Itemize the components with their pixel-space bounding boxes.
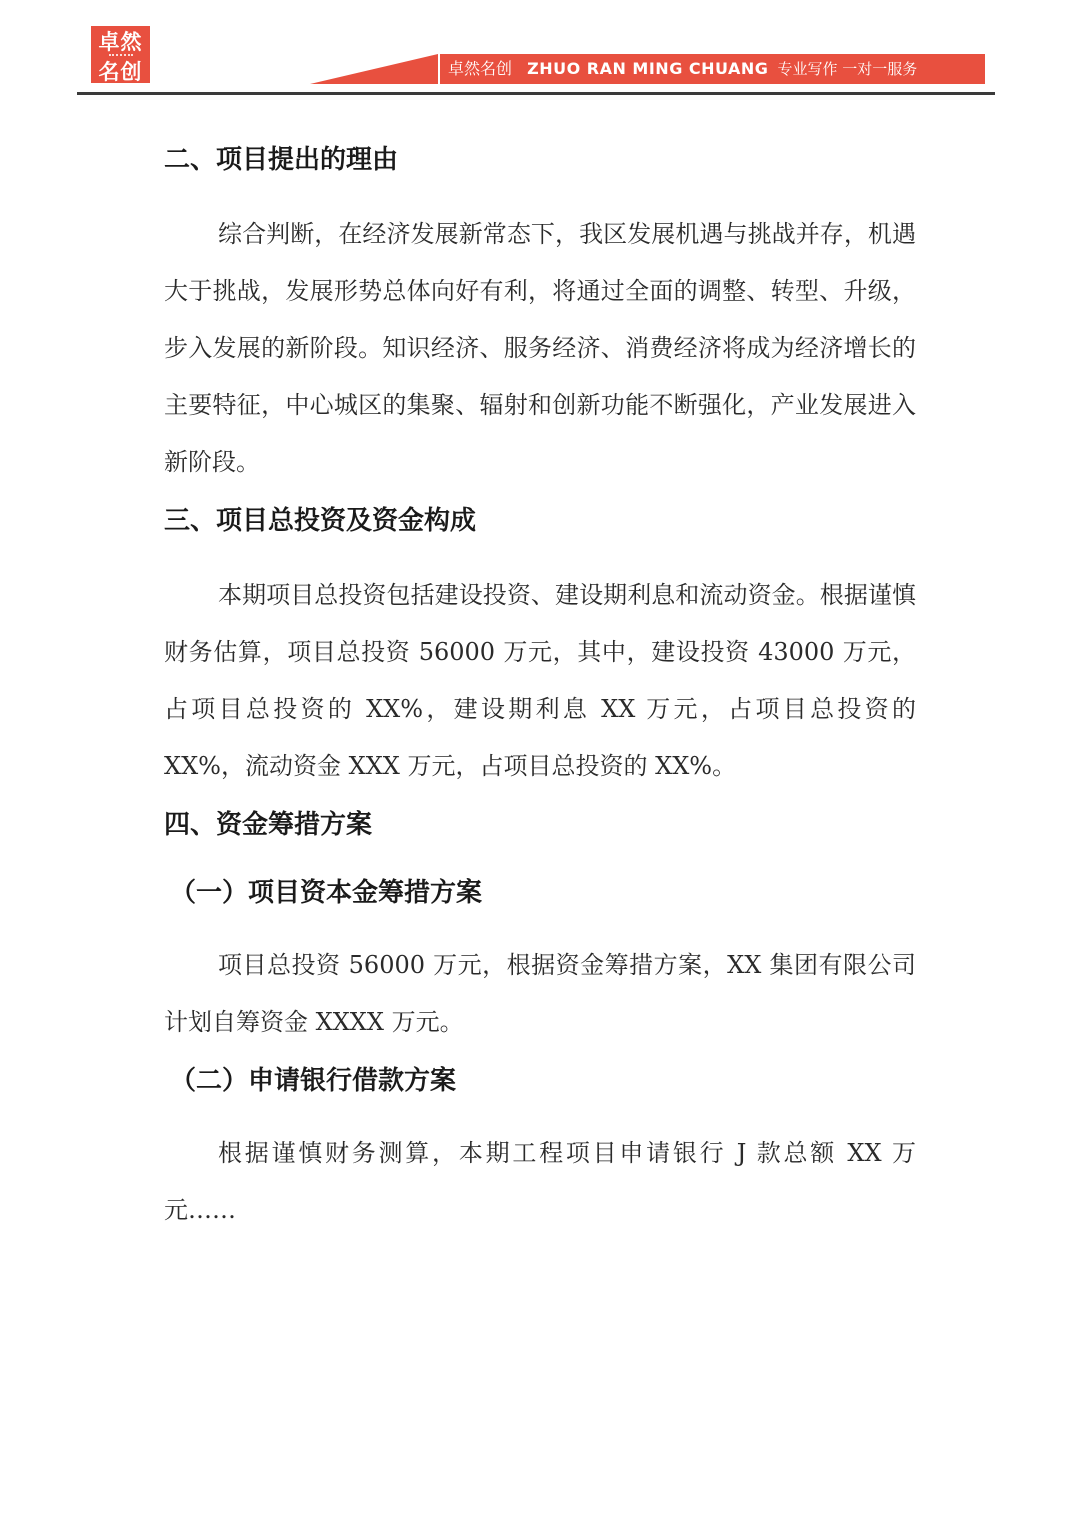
section-heading-investment: 三、项目总投资及资金构成 [164,506,477,536]
header-wedge-decoration [310,54,438,84]
paragraph-investment: 本期项目总投资包括建设投资、建设期利息和流动资金。根据谨慎财务估算，项目总投资 56000 万元，其中，建设投资 43000 万元，占项目总投资的 XX%，建设期利息 XX 万元，占项目总投资的 XX%，流动资金 XXX 万元，占项目总投资的 XX%。 [164,581,916,780]
subsection-heading-bank-loan: （二）申请银行借款方案 [170,1066,457,1096]
logo-text-bottom: 名创 [98,60,143,83]
brand-name-en: ZHUO RAN MING CHUANG [527,59,769,78]
paragraph-self-funding: 项目总投资 56000 万元，根据资金筹措方案，XX 集团有限公司计划自筹资金 XXXX 万元。 [164,951,916,1036]
paragraph-bank-loan: 根据谨慎财务测算，本期工程项目申请银行 J 款总额 XX 万元…… [164,1139,916,1224]
header-banner [440,54,985,84]
section-heading-financing: 四、资金筹措方案 [164,810,373,840]
paragraph-reason: 综合判断，在经济发展新常态下，我区发展机遇与挑战并存，机遇大于挑战，发展形势总体向好有利，将通过全面的调整、转型、升级，步入发展的新阶段。知识经济、服务经济、消费经济将成为经济增长的主要特征，中心城区的集聚、辐射和创新功能不断强化，产业发展进入新阶段。 [164,220,916,476]
header-divider [77,92,995,95]
company-logo [91,26,150,83]
brand-tagline: 专业写作 一对一服务 [777,60,918,78]
document-body [164,138,916,1239]
subsection-heading-self-funding: （一）项目资本金筹措方案 [170,878,483,908]
logo-text-top: 卓然 [98,30,143,54]
brand-name-cn: 卓然名创 [448,59,513,78]
section-heading-reason: 二、项目提出的理由 [164,145,399,175]
